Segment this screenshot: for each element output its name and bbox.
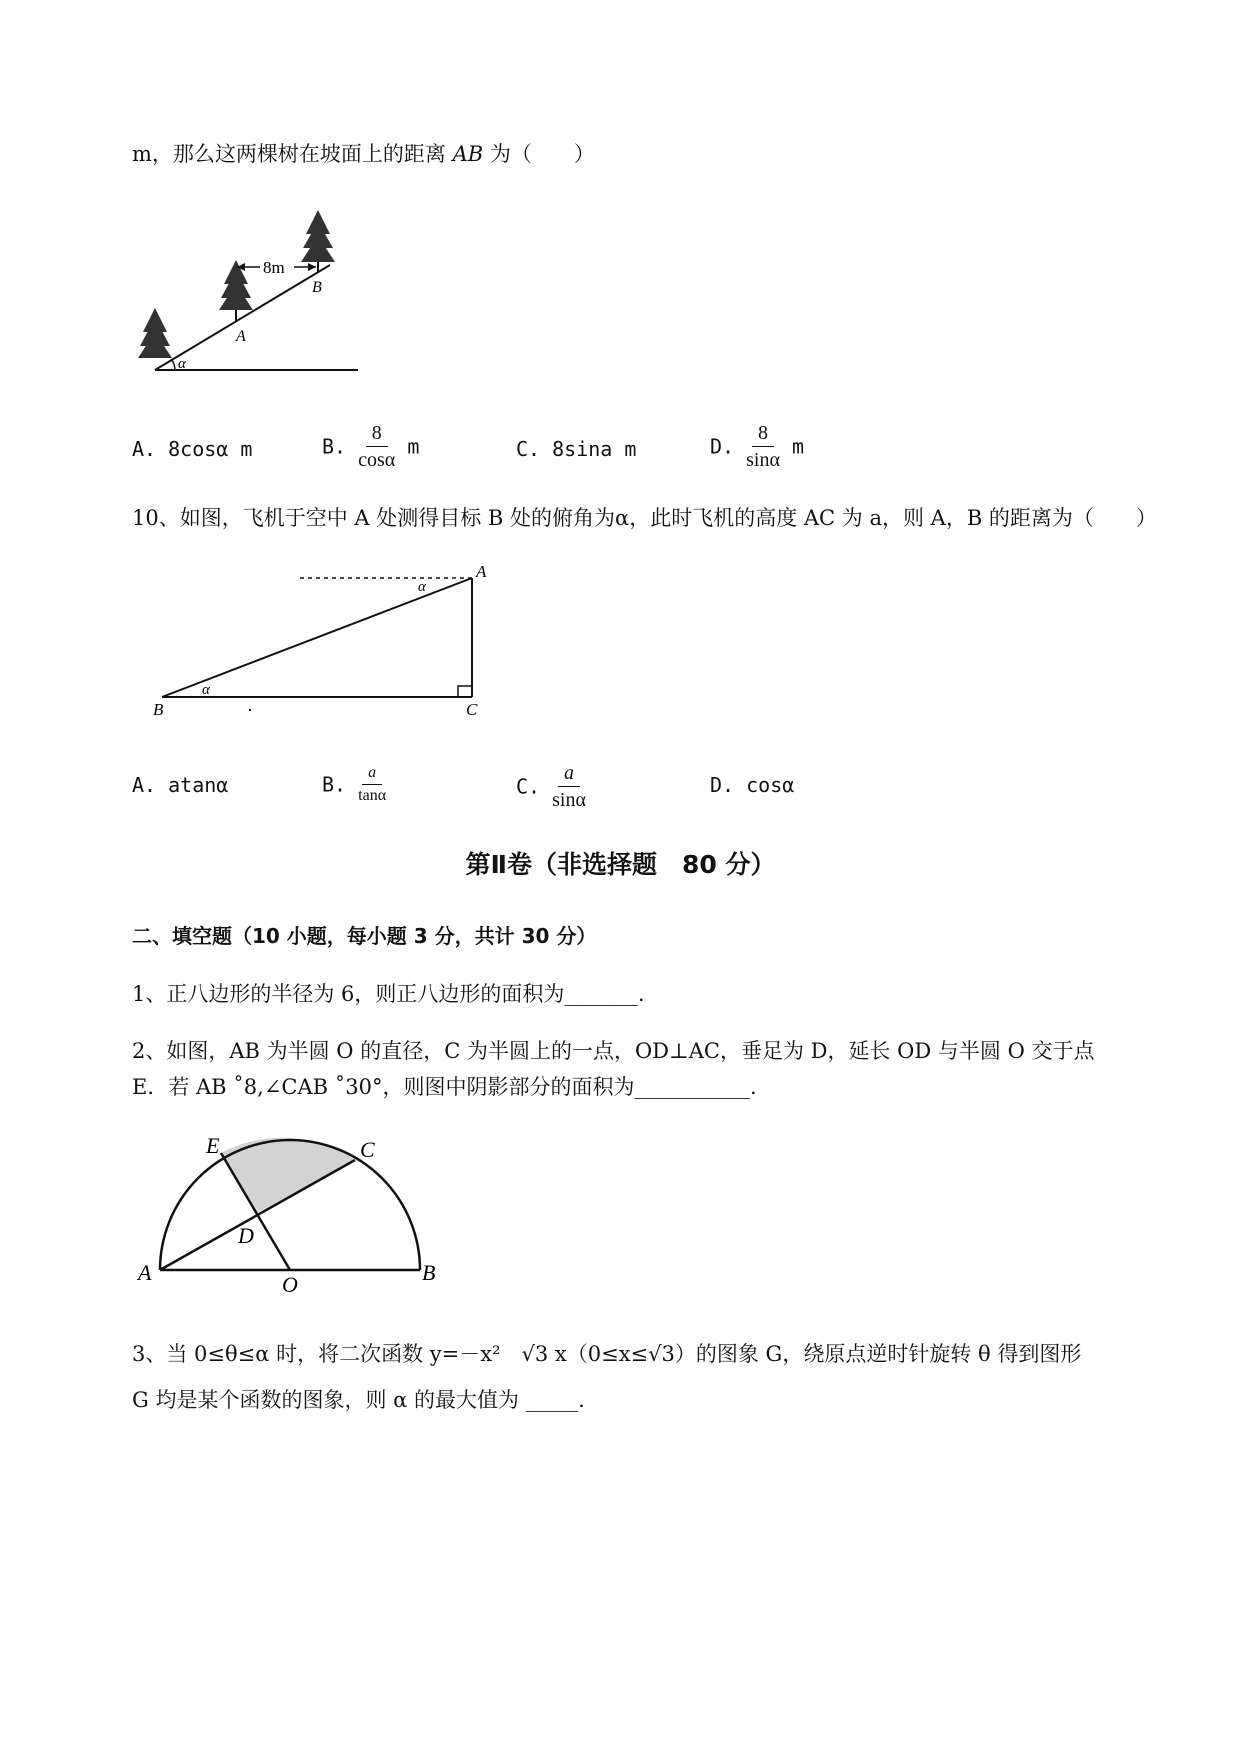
point-c-label: C bbox=[360, 1137, 375, 1162]
tree-b-icon bbox=[301, 210, 335, 272]
point-a-label: A bbox=[476, 562, 487, 581]
point-o-label: O bbox=[282, 1272, 298, 1297]
side-ab bbox=[162, 578, 472, 697]
point-b-label: B bbox=[312, 279, 322, 296]
distance-label: 8m bbox=[263, 258, 285, 277]
q10-option-b[interactable]: B. $\frac{a}{\tan\alpha}$ bbox=[322, 762, 386, 807]
point-a-label: A bbox=[138, 1260, 152, 1285]
alpha-arc bbox=[172, 360, 175, 370]
right-angle-mark bbox=[458, 686, 472, 697]
alpha-top-label: α bbox=[418, 579, 426, 595]
point-b-label: B bbox=[422, 1260, 436, 1285]
tree-left-icon bbox=[138, 308, 172, 358]
alpha-label: α bbox=[178, 356, 186, 372]
point-a-label: A bbox=[236, 328, 246, 345]
point-b-label: B bbox=[153, 700, 164, 719]
q9-stem: m，那么这两棵树在坡面上的距离 AB 为（ ） bbox=[132, 142, 595, 166]
q10-option-a[interactable]: A. atanα bbox=[132, 773, 229, 797]
q10-triangle-figure bbox=[150, 560, 510, 725]
fill-question-2-line1: 2、如图，AB 为半圆 O 的直径，C 为半圆上的一点，OD⊥AC，垂足为 D，延长 OD 与半圆 O 交于点 bbox=[132, 1039, 1095, 1063]
semicircle-figure bbox=[130, 1125, 450, 1300]
section-title: 第Ⅱ卷（非选择题 80 分） bbox=[465, 850, 776, 879]
q9-option-d[interactable]: D. $\frac{8}{\sin\alpha}$ m bbox=[710, 422, 805, 471]
q9-slope-figure bbox=[130, 200, 370, 380]
fill-question-3-line1: 3、当 0≤θ≤α 时，将二次函数 y=－x² √3 x（0≤x≤√3）的图象 G，绕原点逆时针旋转 θ 得到图形 bbox=[132, 1342, 1082, 1366]
fraction: $\frac{8}{\cos\alpha}$ bbox=[358, 422, 396, 471]
point-c-label: C bbox=[466, 700, 478, 719]
part-title: 二、填空题（10 小题，每小题 3 分，共计 30 分） bbox=[132, 924, 597, 948]
q10-option-d[interactable]: D. cosα bbox=[710, 773, 795, 797]
fill-question-2-line2: E．若 AB ˚8,∠CAB ˚30°，则图中阴影部分的面积为___________. bbox=[132, 1075, 757, 1099]
fill-question-1: 1、正八边形的半径为 6，则正八边形的面积为_______. bbox=[132, 982, 645, 1006]
q9-option-a[interactable]: A. 8cosα m bbox=[132, 437, 253, 461]
point-e-label: E bbox=[206, 1133, 220, 1158]
q10-option-c[interactable]: C. $\frac{a}{\sin\alpha}$ bbox=[516, 762, 586, 811]
alpha-bottom-label: α bbox=[202, 682, 210, 698]
fraction: $\frac{a}{\tan\alpha}$ bbox=[358, 764, 387, 804]
q9-option-c[interactable]: C. 8sina m bbox=[516, 437, 637, 461]
point-d-label: D bbox=[238, 1223, 254, 1248]
q10-stem: 10、如图，飞机于空中 A 处测得目标 B 处的俯角为α，此时飞机的高度 AC 为 a，则 A，B 的距离为（ ） bbox=[132, 506, 1157, 530]
fraction: $\frac{a}{\sin\alpha}$ bbox=[552, 762, 586, 811]
fill-question-3-line2: G 均是某个函数的图象，则 α 的最大值为 _____. bbox=[132, 1388, 585, 1412]
q9-option-b[interactable]: B. $\frac{8}{\cos\alpha}$ m bbox=[322, 422, 420, 471]
fraction: $\frac{8}{\sin\alpha}$ bbox=[746, 422, 780, 471]
